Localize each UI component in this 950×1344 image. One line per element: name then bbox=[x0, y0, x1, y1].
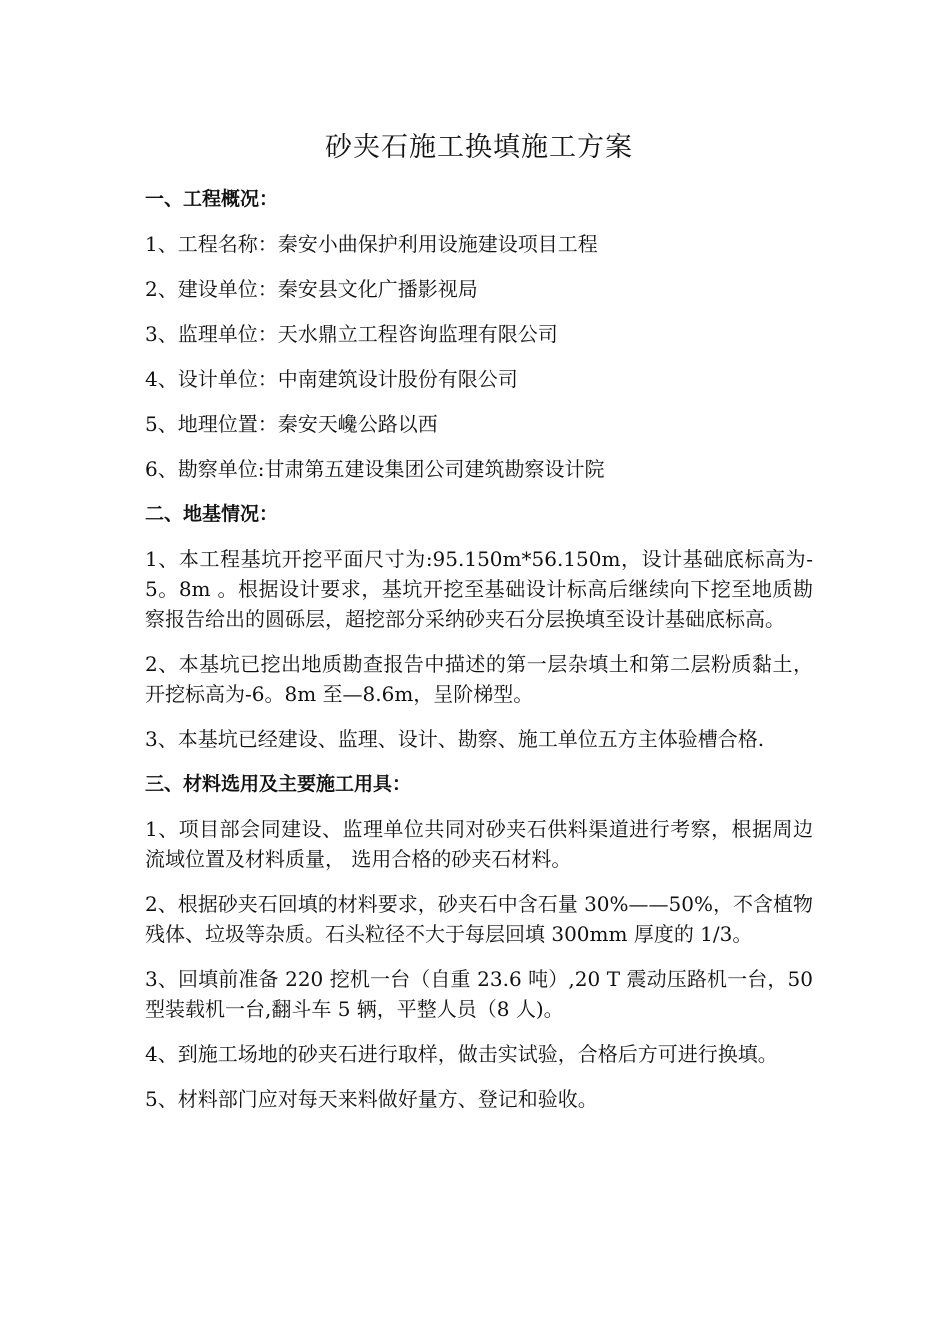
section-foundation-conditions bbox=[145, 499, 813, 754]
list-item: 4、设计单位：中南建筑设计股份有限公司 bbox=[145, 367, 518, 391]
section-heading: 二、地基情况： bbox=[145, 503, 279, 525]
section-heading: 一、工程概况： bbox=[145, 188, 279, 210]
list-item: 1、本工程基坑开挖平面尺寸为:95.150m*56.150m，设计基础底标高为-5。8m 。根据设计要求，基坑开挖至基础设计标高后继续向下挖至地质勘察报告给出的圆砾层，超挖部分采纳砂夹石分层换填至设计基础底标高。 bbox=[145, 547, 813, 631]
section-project-overview bbox=[145, 184, 813, 484]
section-heading: 三、材料选用及主要施工用具： bbox=[145, 773, 412, 795]
section-materials-and-tools bbox=[145, 769, 813, 1114]
list-item: 3、本基坑已经建设、监理、设计、勘察、施工单位五方主体验槽合格. bbox=[145, 727, 765, 751]
list-item: 6、勘察单位:甘肃第五建设集团公司建筑勘察设计院 bbox=[145, 457, 605, 481]
list-item: 1、工程名称：秦安小曲保护利用设施建设项目工程 bbox=[145, 232, 598, 256]
list-item: 3、回填前准备 220 挖机一台（自重 23.6 吨）,20 T 震动压路机一台，50 型装载机一台,翻斗车 5 辆，平整人员（8 人)。 bbox=[145, 967, 813, 1021]
list-item: 2、建设单位：秦安县文化广播影视局 bbox=[145, 277, 478, 301]
list-item: 3、监理单位：天水鼎立工程咨询监理有限公司 bbox=[145, 322, 558, 346]
list-item: 2、本基坑已挖出地质勘查报告中描述的第一层杂填土和第二层粉质黏土，开挖标高为-6。8m 至—8.6m，呈阶梯型。 bbox=[145, 652, 813, 706]
list-item: 4、到施工场地的砂夹石进行取样，做击实试验，合格后方可进行换填。 bbox=[145, 1042, 778, 1066]
document-title: 砂夹石施工换填施工方案 bbox=[325, 132, 633, 163]
list-item: 5、材料部门应对每天来料做好量方、登记和验收。 bbox=[145, 1087, 598, 1111]
list-item: 2、根据砂夹石回填的材料要求，砂夹石中含石量 30%——50%，不含植物残体、垃圾等杂质。石头粒径不大于每层回填 300mm 厚度的 1/3。 bbox=[145, 892, 813, 946]
list-item: 5、地理位置：秦安天巉公路以西 bbox=[145, 412, 438, 436]
document-body bbox=[145, 128, 813, 1129]
list-item: 1、项目部会同建设、监理单位共同对砂夹石供料渠道进行考察，根据周边流域位置及材料质量， 选用合格的砂夹石材料。 bbox=[145, 817, 813, 871]
